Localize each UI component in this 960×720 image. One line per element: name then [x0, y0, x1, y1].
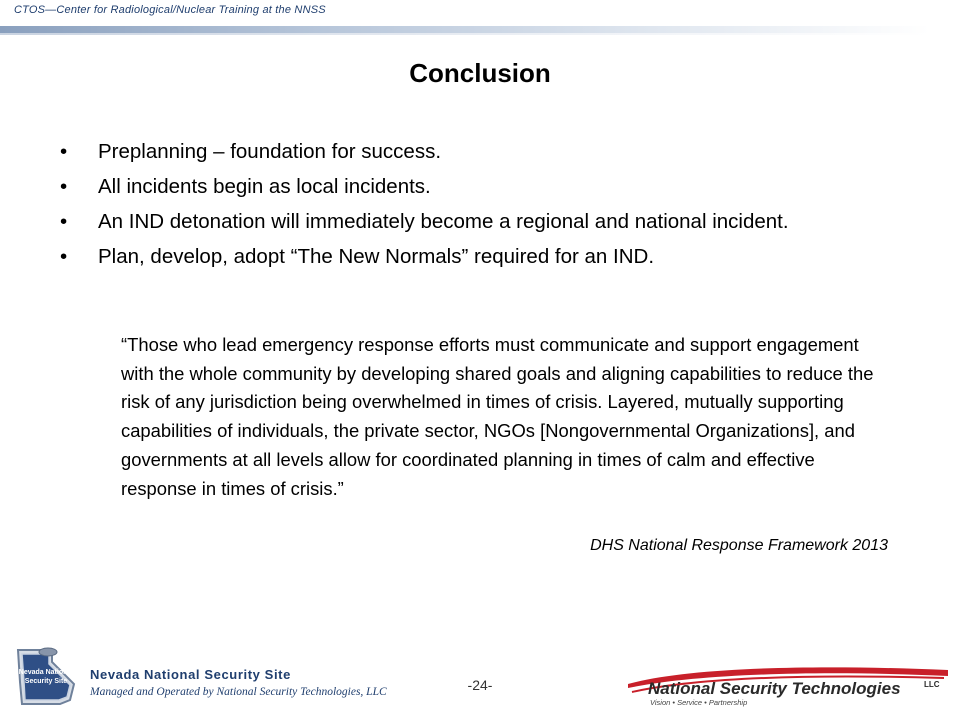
bullet-text: Preplanning – foundation for success. — [98, 140, 442, 163]
quote-citation: DHS National Response Framework 2013 — [590, 537, 888, 554]
slide-title: Conclusion — [409, 58, 551, 88]
nnss-logo-line1: Nevada National — [18, 669, 74, 676]
nst-logo-name: National Security Technologies — [648, 679, 901, 698]
nnss-logo-line2: Security Site — [24, 678, 68, 685]
bullet-glyph: • — [60, 210, 68, 233]
bullet-item — [60, 173, 880, 200]
bullet-glyph: • — [60, 245, 68, 268]
bullet-item — [60, 243, 880, 270]
bullet-glyph: • — [60, 140, 68, 163]
nst-logo-suffix: LLC — [924, 680, 940, 689]
header-text: CTOS—Center for Radiological/Nuclear Training at the NNSS — [14, 4, 326, 16]
bullet-text: Plan, develop, adopt “The New Normals” required for an IND. — [98, 245, 655, 268]
bullet-item — [60, 208, 880, 235]
bullet-item — [60, 138, 880, 165]
footer-managed-by: Managed and Operated by National Security Technologies, LLC — [90, 686, 387, 698]
nst-logo — [626, 662, 951, 708]
footer-site-name: Nevada National Security Site — [90, 667, 291, 682]
header-rule — [0, 26, 930, 33]
page-number: -24- — [467, 677, 493, 693]
bullet-text: An IND detonation will immediately become a regional and national incident. — [98, 210, 789, 233]
quote-block: “Those who lead emergency response efforts must communicate and support engagement with the whole community by developing shared goals and aligning capabilities to reduce the risk of any jurisdiction being overwhelmed in times of crisis. Layered, mutually supporting capabilities of individuals, the private sector, NGOs [Nongovernmental Organizations], and governments at all levels allow for coordinated planning in times of calm and effective response in times of crisis.” — [121, 334, 874, 499]
bullet-glyph: • — [60, 175, 68, 198]
bullet-text: All incidents begin as local incidents. — [98, 175, 431, 198]
nnss-logo — [12, 642, 82, 708]
header-rule-shadow — [0, 33, 930, 35]
bullet-list — [60, 138, 880, 278]
nst-logo-tagline: Vision • Service • Partnership — [650, 698, 748, 707]
